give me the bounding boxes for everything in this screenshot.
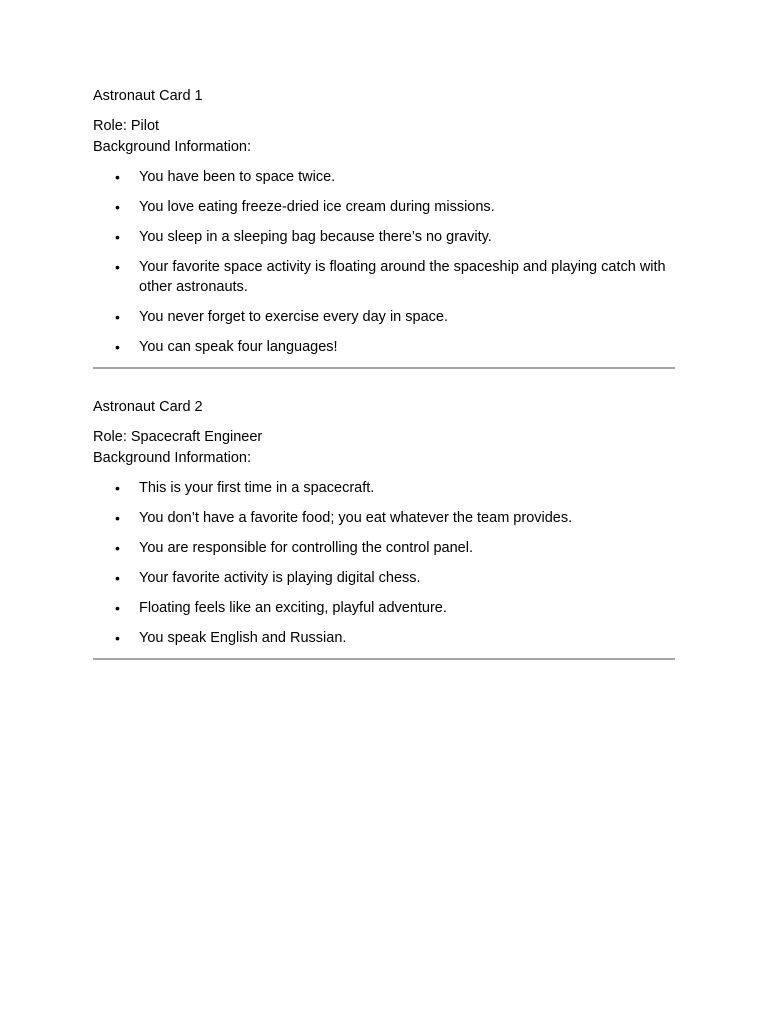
bullet-icon: • [115, 540, 120, 556]
background-list [93, 167, 675, 357]
list-item-text: You are responsible for controlling the control panel. [139, 540, 473, 556]
list-item-text: You can speak four languages! [139, 339, 338, 355]
list-item [93, 508, 675, 528]
list-item-text: You sleep in a sleeping bag because there’s no gravity. [139, 229, 492, 245]
bullet-icon: • [115, 480, 120, 496]
list-item-text: This is your first time in a spacecraft. [139, 480, 375, 496]
document-page [93, 86, 675, 660]
astronaut-card-2 [93, 397, 675, 660]
list-item [93, 167, 675, 187]
list-item [93, 307, 675, 327]
list-item [93, 538, 675, 558]
bullet-icon: • [115, 630, 120, 646]
card-title: Astronaut Card 1 [93, 88, 203, 104]
astronaut-card-1 [93, 86, 675, 369]
list-item [93, 337, 675, 357]
list-item-text: Your favorite space activity is floating around the spaceship and playing catch with other astronauts. [139, 259, 666, 295]
list-item [93, 568, 675, 588]
background-label: Background Information: [93, 139, 251, 155]
bullet-icon: • [115, 229, 120, 245]
bullet-icon: • [115, 339, 120, 355]
bullet-icon: • [115, 510, 120, 526]
bullet-icon: • [115, 570, 120, 586]
section-divider [93, 367, 675, 369]
background-label: Background Information: [93, 450, 251, 466]
section-divider [93, 658, 675, 660]
list-item-text: You don’t have a favorite food; you eat whatever the team provides. [139, 510, 573, 526]
bullet-icon: • [115, 169, 120, 185]
list-item-text: You have been to space twice. [139, 169, 336, 185]
card-role: Role: Pilot [93, 118, 160, 134]
list-item-text: You love eating freeze-dried ice cream during missions. [139, 199, 495, 215]
list-item [93, 197, 675, 217]
list-item-text: You never forget to exercise every day in space. [139, 309, 448, 325]
bullet-icon: • [115, 259, 120, 275]
list-item [93, 628, 675, 648]
bullet-icon: • [115, 199, 120, 215]
background-list [93, 478, 675, 648]
list-item [93, 478, 675, 498]
bullet-icon: • [115, 600, 120, 616]
bullet-icon: • [115, 309, 120, 325]
list-item-text: Your favorite activity is playing digital chess. [139, 570, 421, 586]
card-title: Astronaut Card 2 [93, 399, 203, 415]
list-item-text: Floating feels like an exciting, playful adventure. [139, 600, 447, 616]
list-item [93, 257, 675, 297]
list-item [93, 598, 675, 618]
list-item [93, 227, 675, 247]
list-item-text: You speak English and Russian. [139, 630, 347, 646]
card-role: Role: Spacecraft Engineer [93, 429, 263, 445]
